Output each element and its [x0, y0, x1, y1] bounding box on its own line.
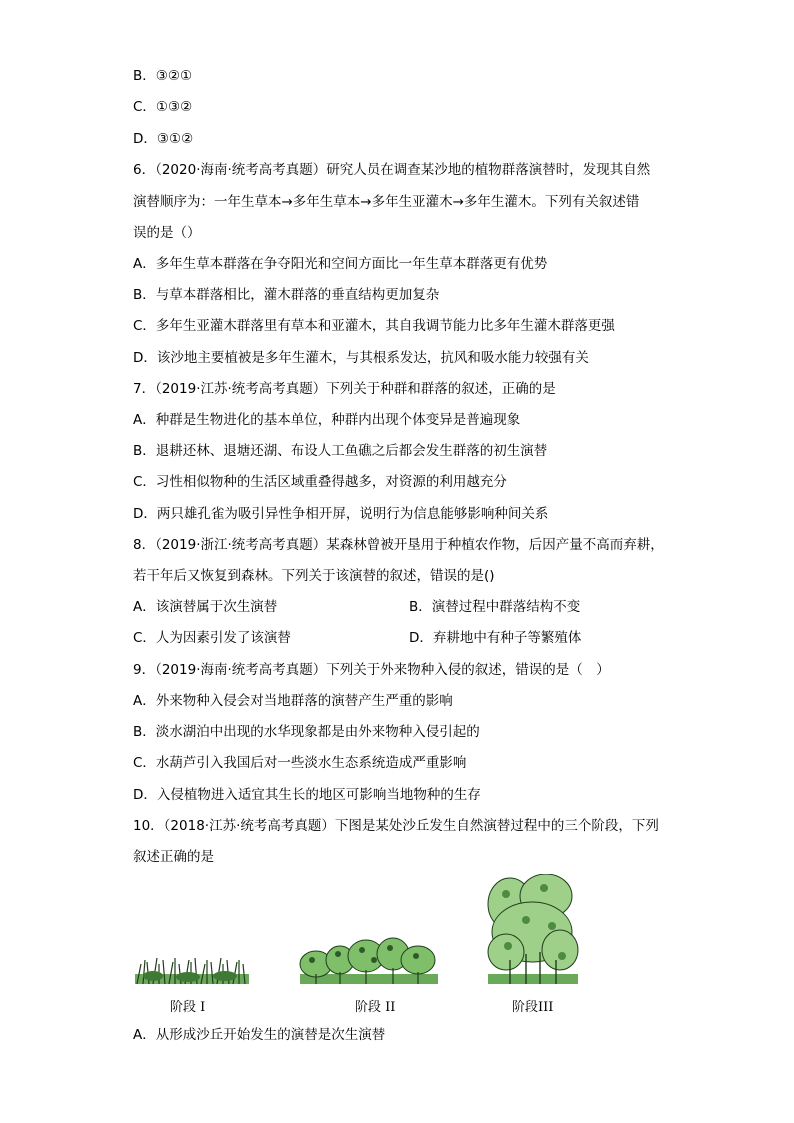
- q5-option-b: B．③②①: [133, 68, 193, 84]
- q8-option-a: A．该演替属于次生演替: [133, 599, 278, 615]
- q8-option-b: B．演替过程中群落结构不变: [409, 599, 581, 615]
- q8-stem-line1: 8．（2019·浙江·统考高考真题）某森林曾被开垦用于种植农作物，后因产量不高而弃耕，: [133, 537, 664, 553]
- q8-stem-line2: 若干年后又恢复到森林。下列关于该演替的叙述，错误的是(): [133, 568, 495, 584]
- q8-option-d: D．弃耕地中有种子等繁殖体: [409, 630, 582, 646]
- q10-stem-line2: 叙述正确的是: [133, 849, 214, 865]
- q6-option-d: D．该沙地主要植被是多年生灌木，与其根系发达，抗风和吸水能力较强有关: [133, 350, 589, 366]
- q6-option-c: C．多年生亚灌木群落里有草本和亚灌木，其自我调节能力比多年生灌木群落更强: [133, 318, 615, 334]
- q9-option-b: B．淡水湖泊中出现的水华现象都是由外来物种入侵引起的: [133, 724, 480, 740]
- q9-option-a: A．外来物种入侵会对当地群落的演替产生严重的影响: [133, 693, 453, 709]
- stage-3-forest-illustration: [486, 874, 580, 986]
- q10-option-a: A．从形成沙丘开始发生的演替是次生演替: [133, 1027, 386, 1043]
- stage-1-grass-illustration: [133, 950, 251, 986]
- q7-option-a: A．种群是生物进化的基本单位，种群内出现个体变异是普遍现象: [133, 412, 521, 428]
- q9-option-c: C．水葫芦引入我国后对一些淡水生态系统造成严重影响: [133, 755, 467, 771]
- q10-stem-line1: 10．（2018·江苏·统考高考真题）下图是某处沙丘发生自然演替过程中的三个阶段，下列: [133, 818, 659, 834]
- stage-2-shrub-illustration: [298, 934, 440, 986]
- q9-stem: 9．（2019·海南·统考高考真题）下列关于外来物种入侵的叙述，错误的是（ ）: [133, 662, 610, 678]
- q7-stem: 7．（2019·江苏·统考高考真题）下列关于种群和群落的叙述，正确的是: [133, 381, 556, 397]
- stage-1-label: 阶段 I: [170, 1000, 206, 1015]
- q6-stem-line3: 误的是（）: [133, 225, 201, 241]
- q5-option-c: C．①③②: [133, 99, 193, 115]
- q6-option-b: B．与草本群落相比，灌木群落的垂直结构更加复杂: [133, 287, 440, 303]
- q7-option-c: C．习性相似物种的生活区域重叠得越多，对资源的利用越充分: [133, 474, 507, 490]
- q9-option-d: D．入侵植物进入适宜其生长的地区可影响当地物种的生存: [133, 787, 481, 803]
- q8-option-c: C．人为因素引发了该演替: [133, 630, 291, 646]
- q7-option-d: D．两只雄孔雀为吸引异性争相开屏，说明行为信息能够影响种间关系: [133, 506, 549, 522]
- stage-3-label: 阶段III: [512, 1000, 554, 1015]
- stage-2-label: 阶段 II: [355, 1000, 396, 1015]
- q5-option-d: D．③①②: [133, 131, 194, 147]
- q6-stem-line2: 演替顺序为：一年生草本→多年生草本→多年生亚灌木→多年生灌木。下列有关叙述错: [133, 194, 640, 210]
- q6-option-a: A．多年生草本群落在争夺阳光和空间方面比一年生草本群落更有优势: [133, 256, 548, 272]
- q7-option-b: B．退耕还林、退塘还湖、布设人工鱼礁之后都会发生群落的初生演替: [133, 443, 548, 459]
- q6-stem-line1: 6．（2020·海南·统考高考真题）研究人员在调查某沙地的植物群落演替时，发现其自然: [133, 162, 651, 178]
